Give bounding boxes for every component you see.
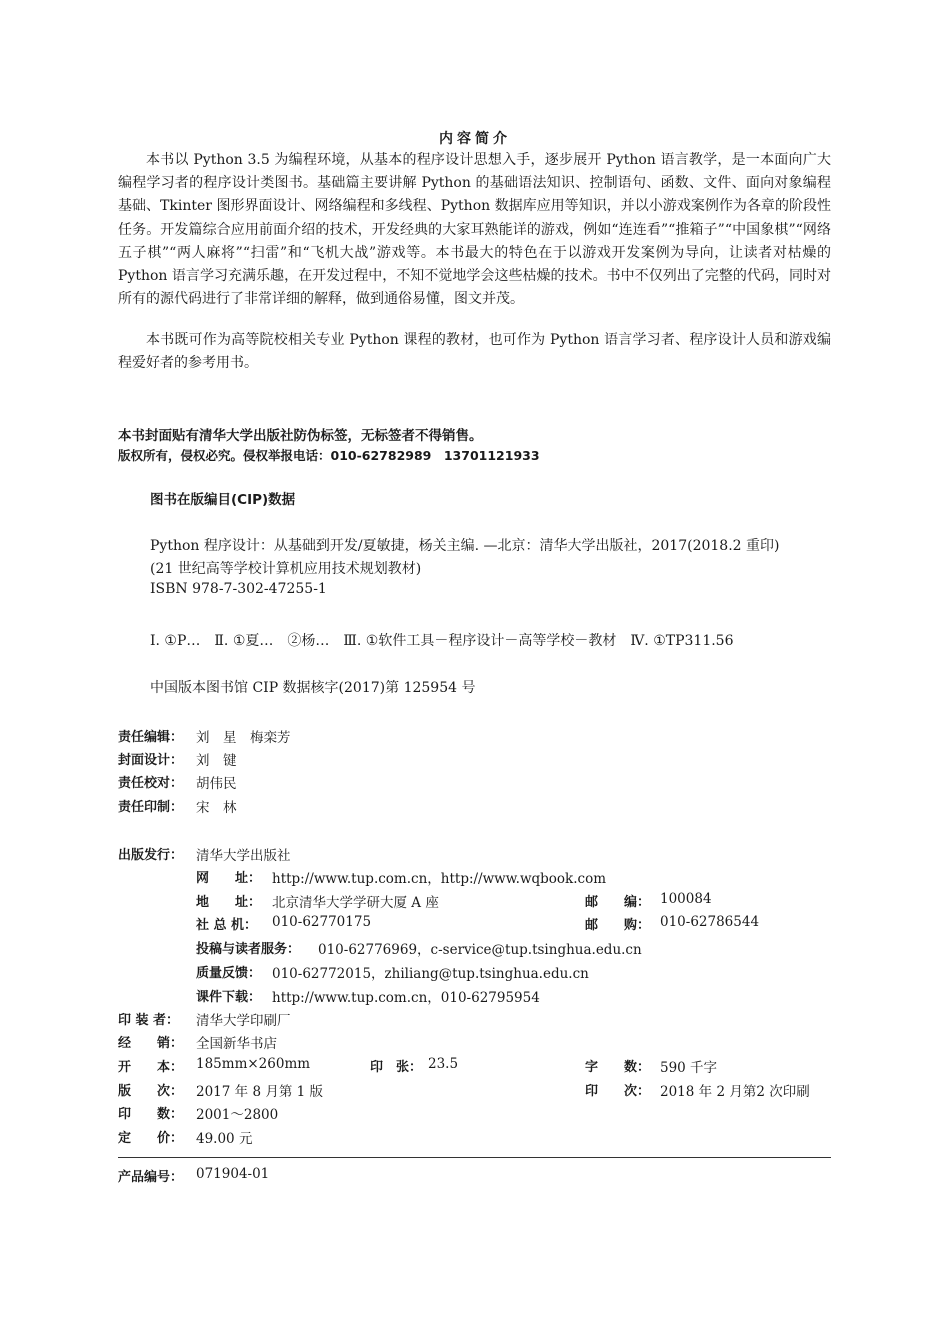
format-value: 185mm×260mm bbox=[196, 1056, 311, 1072]
mail-order-value: 010-62786544 bbox=[660, 914, 760, 930]
word-count-value: 590 千字 bbox=[660, 1060, 718, 1076]
courseware-download-value: http://www.tup.com.cn，010-62795954 bbox=[272, 990, 540, 1006]
postcode-value: 100084 bbox=[660, 891, 712, 907]
summary-title: 内容简介 bbox=[439, 131, 511, 147]
word-count-label: 字 数： bbox=[585, 1060, 651, 1075]
staff-label: 责任印制： bbox=[118, 800, 184, 815]
staff-label: 责任校对： bbox=[118, 776, 184, 791]
cip-heading: 图书在版编目(CIP)数据 bbox=[150, 492, 296, 508]
cip-number: 中国版本图书馆 CIP 数据核字(2017)第 125954 号 bbox=[150, 680, 476, 696]
address-value: 北京清华大学学研大厦 A 座 bbox=[272, 895, 439, 911]
impression-value: 2018 年 2 月第2 次印刷 bbox=[660, 1084, 810, 1100]
staff-label: 责任编辑： bbox=[118, 730, 184, 745]
print-run-value: 2001～2800 bbox=[196, 1107, 279, 1123]
switchboard-value: 010-62770175 bbox=[272, 914, 372, 930]
impression-label: 印 次： bbox=[585, 1084, 651, 1099]
product-number-label: 产品编号： bbox=[118, 1170, 184, 1185]
distributor-value: 全国新华书店 bbox=[196, 1036, 277, 1052]
format-label: 开 本： bbox=[118, 1060, 184, 1075]
summary-paragraph-1: 本书以 Python 3.5 为编程环境，从基本的程序设计思想入手，逐步展开 Python 语言教学，是一本面向广大编程学习者的程序设计类图书。基础篇主要讲解 Python 的基础语法知识、控制语句、函数、文件、面向对象编程基础、Tkinter 图形界面设计、网络编程和多线程、Python 数据库应用等知识，并以小游戏案例作为各章的阶段性任务。开发篇综合应用前面介绍的技术，开发经典的大家耳熟能详的游戏，例如“连连看”“推箱子”“中国象棋”“网络五子棋”“两人麻将”“扫雷”和“飞机大战”游戏等。本书最大的特色在于以游戏开发案例为导向，让读者对枯燥的 Python 语言学习充满乐趣，在开发过程中，不知不觉地学会这些枯燥的技术。书中不仅列出了完整的代码，同时对所有的源代码进行了非常详细的解释，做到通俗易懂，图文并茂。 bbox=[118, 152, 831, 308]
website-label: 网 址： bbox=[196, 871, 262, 886]
courseware-download-label: 课件下载： bbox=[196, 990, 262, 1005]
address-label: 地 址： bbox=[196, 895, 262, 910]
printer-value: 清华大学印刷厂 bbox=[196, 1013, 291, 1029]
quality-feedback-value: 010-62772015，zhiliang@tup.tsinghua.edu.cn bbox=[272, 966, 589, 982]
cip-isbn: ISBN 978-7-302-47255-1 bbox=[150, 581, 327, 597]
publisher-value: 清华大学出版社 bbox=[196, 848, 291, 864]
edition-label: 版 次： bbox=[118, 1084, 184, 1099]
publisher-label: 出版发行： bbox=[118, 848, 184, 863]
staff-label: 封面设计： bbox=[118, 753, 184, 768]
anti-counterfeit-notice: 本书封面贴有清华大学出版社防伪标签，无标签者不得销售。 bbox=[118, 428, 483, 444]
mail-order-label: 邮 购： bbox=[585, 918, 651, 933]
copyright-notice: 版权所有，侵权必究。侵权举报电话：010-62782989 13701121933 bbox=[118, 448, 540, 463]
summary-paragraph-2: 本书既可作为高等院校相关专业 Python 课程的教材，也可作为 Python 语言学习者、程序设计人员和游戏编程爱好者的参考用书。 bbox=[118, 332, 831, 372]
price-value: 49.00 元 bbox=[196, 1131, 253, 1147]
switchboard-label: 社 总 机： bbox=[196, 918, 258, 933]
product-number-value: 071904-01 bbox=[196, 1166, 270, 1182]
reader-service-label: 投稿与读者服务： bbox=[196, 942, 301, 957]
website-value: http://www.tup.com.cn，http://www.wqbook.com bbox=[272, 871, 607, 887]
price-label: 定 价： bbox=[118, 1131, 184, 1146]
staff-value: 宋 林 bbox=[196, 800, 237, 816]
distributor-label: 经 销： bbox=[118, 1036, 184, 1051]
postcode-label: 邮 编： bbox=[585, 895, 651, 910]
divider bbox=[118, 1157, 831, 1158]
quality-feedback-label: 质量反馈： bbox=[196, 966, 262, 981]
sheets-value: 23.5 bbox=[428, 1056, 459, 1072]
printer-label: 印 装 者： bbox=[118, 1013, 180, 1028]
reader-service-value: 010-62776969，c-service@tup.tsinghua.edu.cn bbox=[318, 942, 642, 958]
print-run-label: 印 数： bbox=[118, 1107, 184, 1122]
staff-value: 胡伟民 bbox=[196, 776, 237, 792]
staff-value: 刘 星 梅栾芳 bbox=[196, 730, 291, 746]
edition-value: 2017 年 8 月第 1 版 bbox=[196, 1084, 323, 1100]
sheets-label: 印 张： bbox=[370, 1060, 423, 1075]
cip-title-line: Python 程序设计：从基础到开发/夏敏捷，杨关主编. —北京：清华大学出版社，2017(2018.2 重印) bbox=[150, 538, 780, 554]
staff-value: 刘 键 bbox=[196, 753, 237, 769]
cip-classification: Ⅰ. ①P… Ⅱ. ①夏… ②杨… Ⅲ. ①软件工具－程序设计－高等学校－教材 Ⅳ. ①TP311.56 bbox=[150, 633, 734, 649]
cip-series-line: (21 世纪高等学校计算机应用技术规划教材) bbox=[150, 561, 422, 577]
